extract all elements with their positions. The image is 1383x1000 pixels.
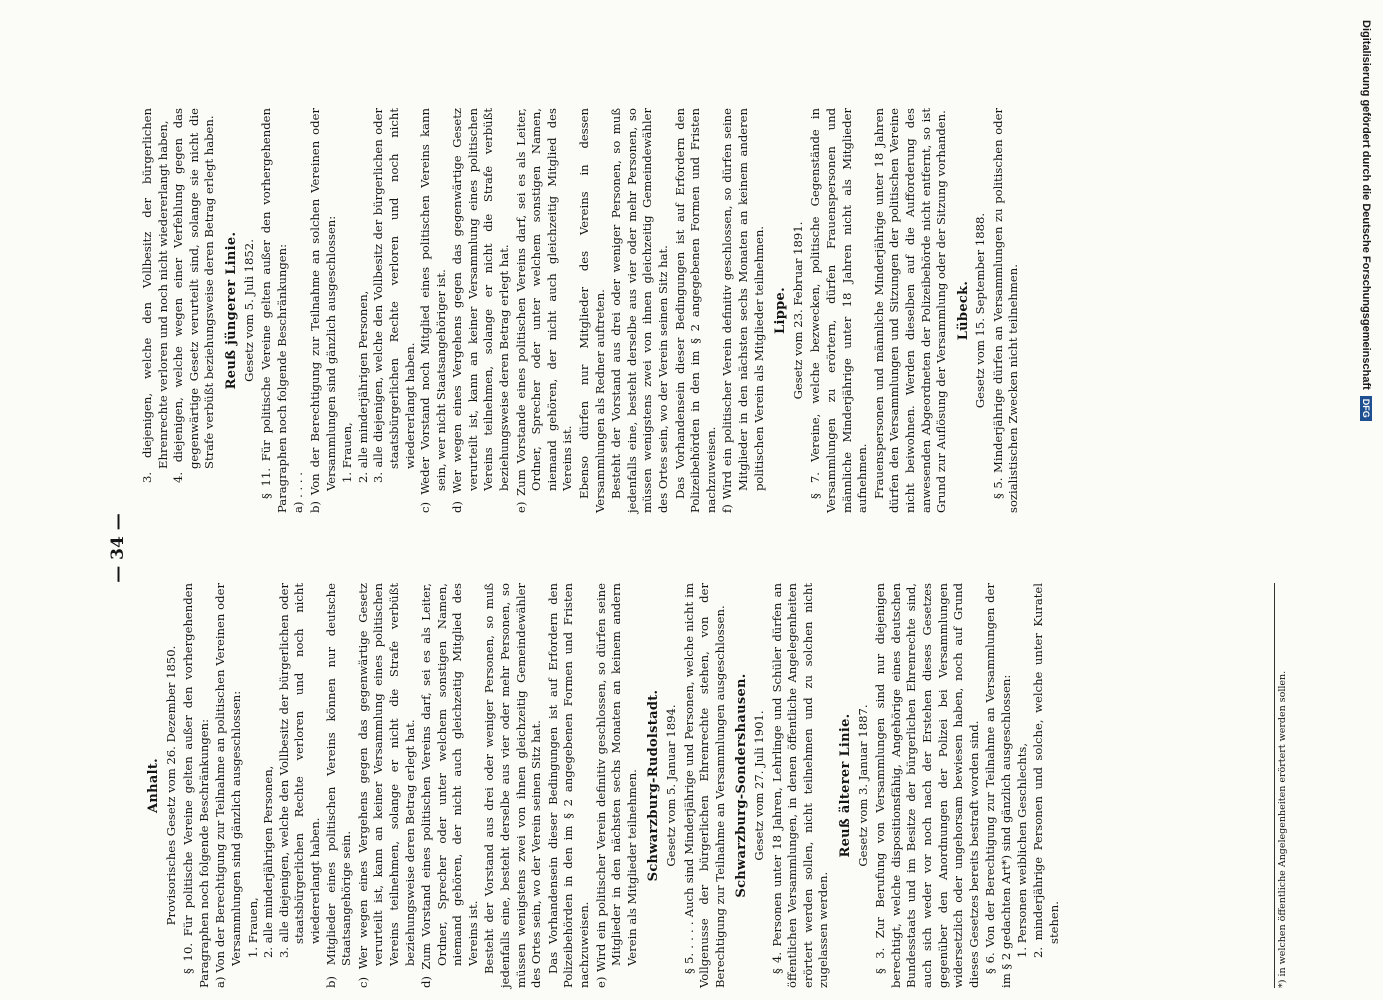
heading-schwarzburg-sondershausen: Schwarzburg-Sondershausen.	[734, 673, 750, 898]
list-item: d) Wer wegen eines Vergehens gegen das gegenwärtige Gesetz verurteilt ist, kann an keiner Versammlung eines politischen Vereins teilnehmen, solange er nicht die Strafe verbüßt beziehungsweise deren Betrag erlegt hat.	[450, 108, 512, 513]
list-item: b) Mitglieder eines politischen Vereins können nur deutsche Staatsangehörige sein.	[323, 583, 354, 988]
sub-item: 1. Frauen,	[340, 422, 355, 483]
list-item: e) Wird ein politischer Verein definitiv geschlossen, so dürfen seine Mitglieder in den nächsten sechs Monaten an keinem andern Verein als Mitglieder teilnehmen.	[593, 583, 639, 988]
page-number: — 34 —	[108, 513, 128, 583]
right-column	[140, 108, 1023, 513]
heading-reuss-aelterer-linie: Reuß älterer Linie.	[837, 713, 853, 858]
paragraph: § 5. . . . . Auch sind Minderjährige und Personen, welche nicht im Vollgenusse der bürgerlichen Ehrenrechte stehen, von der Berechtigung zur Teilnahme an Versammlungen ausgeschlossen.	[681, 583, 727, 988]
list-item: e) Zum Vorstande eines politischen Vereins darf, sei es als Leiter, Ordner, Sprecher oder unter welchem sonstigen Namen, niemand gehören, der nicht auch gleichzeitig Mitglied des Vereins ist.	[513, 108, 575, 513]
sub-item: 2. minderjährige Personen und solche, welche unter Kuratel stehen.	[1031, 583, 1061, 958]
list-item: c) Wer wegen eines Vergehens gegen das gegenwärtige Gesetz verurteilt ist, kann an keiner Versammlung eines politischen Vereins teilnehmen, solange er nicht die Strafe verbüßt beziehungsweise deren Betrag erlegt hat.	[355, 583, 417, 988]
law-date: Gesetz vom 5. Juli 1852.	[241, 239, 256, 382]
paragraph: § 10. Für politische Vereine gelten außer den vorhergehenden Paragraphen noch folgende Beschränkungen:	[181, 583, 211, 988]
sub-item: 1. Personen weiblichen Geschlechts,	[1015, 743, 1030, 958]
dfg-logo: DFG	[1360, 396, 1372, 421]
footnote: *) in welchen öffentliche Angelegenheiten erörtert werden sollen.	[1274, 583, 1288, 988]
list-item: b) Von der Berechtigung zur Teilnahme an solchen Vereinen oder Versammlungen sind gänzlich ausgeschlossen:	[307, 108, 338, 513]
heading-lippe: Lippe.	[773, 287, 789, 334]
paragraph: § 7. Vereine, welche bezwecken, politische Gegenstände in Versammlungen zu erörtern, dürfen Frauenspersonen und männliche Minderjährige unter 18 Jahren nicht als Mitglieder aufnehmen.	[808, 108, 870, 513]
sub-item: 3. diejenigen, welche den Vollbesitz der bürgerlichen Ehrenrechte verloren und noch nicht wiedererlangt haben,	[140, 108, 170, 483]
law-date: Provisorisches Gesetz vom 26. Dezember 1850.	[163, 645, 178, 926]
paragraph: Besteht der Vorstand aus drei oder weniger Personen, so muß jedenfalls eine, besteht derselbe aus vier oder mehr Personen, so müssen wenigstens zwei von ihnen gleichzeitig Gemeindewähler des Ortes sein, wo der Verein seinen Sitz hat.	[482, 583, 544, 988]
heading-reuss-juengerer-linie: Reuß jüngerer Linie.	[223, 231, 239, 390]
paragraph: § 6. Von der Berechtigung zur Teilnahme an Versammlungen der im § 2 gedachten Art*) sind gänzlich ausgeschlossen:	[983, 583, 1013, 988]
paragraph: § 3. Zur Berufung von Versammlungen sind nur diejenigen berechtigt, welche dispositionsfähig, Angehörige eines deutschen Bundesstaats und im Besitze der bürgerlichen Ehrenrechte sind, auch sich weder vor noch nach der Erstehen dieses Gesetzes gegenüber den Anordnungen der Polizei bei Versammlungen widersetzlich oder ungehorsam bewiesen haben, noch auf Grund dieses Gesetzes bereits bestraft worden sind.	[873, 583, 981, 988]
law-date: Gesetz vom 3. Januar 1887.	[855, 704, 870, 867]
credit-text: Digitalisierung gefördert durch die Deutsche Forschungsgemeinschaft	[1360, 20, 1372, 390]
sub-item: 1. Frauen,	[245, 897, 260, 958]
law-date: Gesetz vom 5. Januar 1894.	[664, 704, 678, 867]
list-item: a) . . . .	[291, 472, 306, 513]
paragraph: § 11. Für politische Vereine gelten außer den vorhergehenden Paragraphen noch folgende Beschränkungen:	[259, 108, 289, 513]
paragraph: Frauenspersonen und männliche Minderjährige unter 18 Jahren dürfen den Versammlungen und Sitzungen der politischen Vereine nicht beiwohnen. Werden dieselben auf die Aufforderung des anwesenden Abgeordneten der Polizeibehörde nicht entfernt, so ist Grund zur Auflösung der Versammlung oder der Sitzung vorhanden.	[871, 108, 949, 513]
paragraph: § 5. Minderjährige dürfen an Versammlungen zu politischen oder sozialistischen Zwecken nicht teilnehmen.	[990, 108, 1021, 513]
law-date: Gesetz vom 23. Februar 1891.	[790, 221, 805, 400]
heading-schwarzburg-rudolstadt: Schwarzburg-Rudolstadt.	[646, 689, 662, 882]
paragraph: § 4. Personen unter 18 Jahren, Lehrlinge und Schüler dürfen an öffentlichen Versammlungen, in denen öffentliche Angelegenheiten erörtert werden sollen, nicht teilnehmen und zu solchen nicht zugelassen werden.	[769, 583, 831, 988]
sub-item: 4. diejenigen, welche wegen einer Verfehlung gegen das gegenwärtige Gesetz verurteilt sind, solange sie nicht die Strafe verbüßt beziehungsweise deren Betrag erlegt haben.	[171, 108, 217, 483]
sub-item: 2. alle minderjährigen Personen,	[355, 290, 370, 483]
heading-anhalt: Anhalt.	[146, 758, 161, 813]
law-date: Gesetz vom 27. Juli 1901.	[751, 710, 766, 861]
paragraph: Das Vorhandensein dieser Bedingungen ist auf Erfordern den Polizeibehörden in den im § 2 angegebenen Formen und Fristen nachzuweisen.	[672, 108, 718, 513]
digitization-credit	[1353, 20, 1379, 980]
paragraph: Das Vorhandensein dieser Bedingungen ist auf Erfordern den Polizeibehörden in den im § 2 angegebenen Formen und Fristen nachzuweisen.	[545, 583, 592, 988]
sub-item: 3. alle diejenigen, welche den Vollbesitz der bürgerlichen oder staatsbürgerlichen Rechte verloren und noch nicht wiedererlangt haben.	[276, 583, 322, 958]
list-item: f) Wird ein politischer Verein definitiv geschlossen, so dürfen seine Mitglieder in den nächsten sechs Monaten an keinem anderen politischen Verein als Mitglieder teilnehmen.	[720, 108, 766, 513]
list-item: d) Zum Vorstand eines politischen Vereins darf, sei es als Leiter, Ordner, Sprecher oder unter welchem sonstigen Namen, niemand gehören, der nicht auch gleichzeitig Mitglied des Vereins ist.	[419, 583, 480, 988]
left-column	[140, 583, 1062, 988]
paragraph: Besteht der Vorstand aus drei oder weniger Personen, so muß jedenfalls eine, besteht derselbe aus vier oder mehr Personen, so müssen wenigstens zwei von ihnen gleichzeitig Gemeindewähler des Ortes sein, wo der Verein seinen Sitz hat.	[609, 108, 670, 513]
sub-item: 2. alle minderjährigen Personen,	[261, 765, 276, 958]
heading-luebeck: Lübeck.	[955, 280, 971, 341]
rotated-page-content	[108, 108, 1288, 988]
list-item: c) Weder Vorstand noch Mitglied eines politischen Vereins kann sein, wer nicht Staatsangehöriger ist.	[418, 108, 448, 513]
list-item: a) Von der Berechtigung zur Teilnahme an politischen Vereinen oder Versammlungen sind gänzlich ausgeschlossen:	[213, 583, 243, 988]
law-date: Gesetz vom 15. September 1888.	[973, 212, 988, 409]
paragraph: Ebenso dürfen nur Mitglieder des Vereins in dessen Versammlungen als Redner auftreten.	[577, 108, 607, 513]
sub-item: 3. alle diejenigen, welche den Vollbesitz der bürgerlichen oder staatsbürgerlichen Rechte verloren und noch nicht wiedererlangt haben.	[371, 108, 417, 483]
